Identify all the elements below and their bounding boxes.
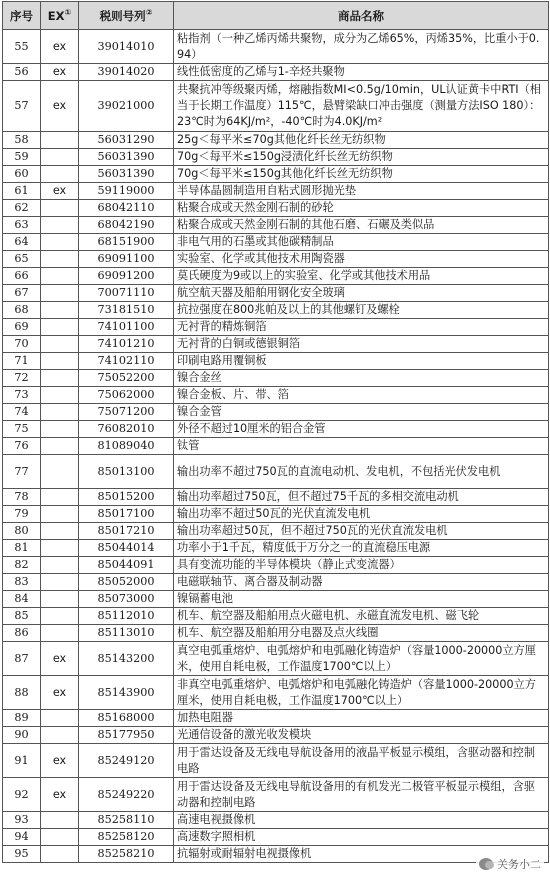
table-row — [3, 642, 549, 676]
cell-name: 高速电视摄像机 — [174, 812, 549, 829]
cell-ex — [41, 387, 79, 404]
table-row — [3, 421, 549, 438]
cell-ex — [41, 353, 79, 370]
cell-code: 68151900 — [79, 234, 174, 251]
cell-name: 机车、航空器及船舶用点火磁电机、永磁直流发电机、磁飞轮 — [174, 608, 549, 625]
cell-no: 71 — [3, 353, 41, 370]
cell-name: 功率小于1千瓦，精度低于万分之一的直流稳压电源 — [174, 540, 549, 557]
cell-no: 92 — [3, 778, 41, 812]
cell-no: 87 — [3, 642, 41, 676]
table-row — [3, 149, 549, 166]
cell-ex: ex — [41, 30, 79, 64]
cell-no: 89 — [3, 710, 41, 727]
table-row — [3, 778, 549, 812]
cell-no: 91 — [3, 744, 41, 778]
cell-ex — [41, 319, 79, 336]
cell-code: 69091200 — [79, 268, 174, 285]
cell-code: 85044014 — [79, 540, 174, 557]
cell-no: 83 — [3, 574, 41, 591]
cell-no: 68 — [3, 302, 41, 319]
cell-name: 共聚抗冲等级聚丙烯，熔融指数MI<0.5g/10min，UL认证黄卡中RTI（相当于长期工作温度）115℃，悬臂梁缺口冲击强度（测量方法ISO 180）：23℃时为64KJ/m²，-40℃时为4.0KJ/m² — [174, 81, 549, 132]
cell-ex — [41, 336, 79, 353]
cell-no: 77 — [3, 455, 41, 489]
cell-code: 85073000 — [79, 591, 174, 608]
header-code-note: ② — [145, 7, 153, 17]
cell-name: 高速数字照相机 — [174, 829, 549, 846]
cell-ex: ex — [41, 642, 79, 676]
cell-code: 85015200 — [79, 489, 174, 506]
cell-ex — [41, 302, 79, 319]
cell-name: 抗辐射或耐辐射电视摄像机 — [174, 846, 549, 863]
table-body — [3, 30, 549, 863]
cell-ex — [41, 846, 79, 863]
cell-name: 具有变流功能的半导体模块（静止式变流器） — [174, 557, 549, 574]
cell-name: 25g＜每平米≤70g其他化纤长丝无纺织物 — [174, 132, 549, 149]
cell-code: 75062000 — [79, 387, 174, 404]
header-no-text: 序号 — [10, 8, 33, 23]
cell-no: 66 — [3, 268, 41, 285]
table-row — [3, 251, 549, 268]
cell-no: 74 — [3, 404, 41, 421]
cell-no: 84 — [3, 591, 41, 608]
cell-no: 55 — [3, 30, 41, 64]
cell-no: 78 — [3, 489, 41, 506]
cell-no: 63 — [3, 217, 41, 234]
cell-ex: ex — [41, 676, 79, 710]
tariff-table — [2, 1, 549, 863]
cell-code: 81089040 — [79, 438, 174, 455]
table-row — [3, 268, 549, 285]
cell-name: 镍合金丝 — [174, 370, 549, 387]
cell-name: 用于雷达设备及无线电导航设备用的有机发光二极管平板显示模组，含驱动器和控制电路 — [174, 778, 549, 812]
cell-ex — [41, 251, 79, 268]
cell-code: 73181510 — [79, 302, 174, 319]
cell-no: 76 — [3, 438, 41, 455]
table-row — [3, 234, 549, 251]
cell-name: 加热电阻器 — [174, 710, 549, 727]
cell-ex — [41, 710, 79, 727]
cell-no: 94 — [3, 829, 41, 846]
cell-name: 机车、航空器及船舶用分电器及点火线圈 — [174, 625, 549, 642]
cell-ex — [41, 234, 79, 251]
cell-name: 镍合金板、片、带、箔 — [174, 387, 549, 404]
cell-ex: ex — [41, 64, 79, 81]
cell-name: 无衬背的白铜或德银铜箔 — [174, 336, 549, 353]
cell-no: 57 — [3, 81, 41, 132]
cell-code: 75052200 — [79, 370, 174, 387]
cell-no: 95 — [3, 846, 41, 863]
cell-ex — [41, 625, 79, 642]
cell-name: 粘聚合成或天然金刚石制的砂轮 — [174, 200, 549, 217]
cell-code: 76082010 — [79, 421, 174, 438]
cell-ex — [41, 506, 79, 523]
cell-no: 73 — [3, 387, 41, 404]
cell-ex — [41, 591, 79, 608]
cell-name: 半导体晶圆制造用自粘式圆形抛光垫 — [174, 183, 549, 200]
cell-name: 印刷电路用覆铜板 — [174, 353, 549, 370]
cell-ex — [41, 489, 79, 506]
cell-ex — [41, 132, 79, 149]
header-ex-note: ① — [64, 7, 72, 17]
cell-code: 39014010 — [79, 30, 174, 64]
cell-name: 输出功率不超过50瓦的光伏直流发电机 — [174, 506, 549, 523]
cell-code: 56031390 — [79, 166, 174, 183]
table-row — [3, 540, 549, 557]
cell-name: 外径不超过10厘米的铝合金管 — [174, 421, 549, 438]
cell-ex — [41, 268, 79, 285]
cell-code: 85258110 — [79, 812, 174, 829]
cell-code: 39014020 — [79, 64, 174, 81]
cell-name: 钛管 — [174, 438, 549, 455]
table-row — [3, 183, 549, 200]
cell-no: 69 — [3, 319, 41, 336]
cell-no: 81 — [3, 540, 41, 557]
cell-no: 62 — [3, 200, 41, 217]
header-no — [3, 2, 41, 30]
cell-code: 85249220 — [79, 778, 174, 812]
cell-name: 输出功率超过750瓦，但不超过75千瓦的多相交流电动机 — [174, 489, 549, 506]
cell-no: 88 — [3, 676, 41, 710]
cell-name: 实验室、化学或其他技术用陶瓷器 — [174, 251, 549, 268]
table-row — [3, 166, 549, 183]
header-row — [3, 2, 549, 30]
cell-no: 67 — [3, 285, 41, 302]
table-row — [3, 285, 549, 302]
wechat-icon — [479, 858, 493, 870]
table-row — [3, 455, 549, 489]
table-row — [3, 336, 549, 353]
cell-code: 39021000 — [79, 81, 174, 132]
table-row — [3, 812, 549, 829]
cell-name: 镍合金管 — [174, 404, 549, 421]
cell-name: 输出功率超过50瓦，但不超过750瓦的光伏直流发电机 — [174, 523, 549, 540]
cell-code: 85113010 — [79, 625, 174, 642]
table-row — [3, 81, 549, 132]
cell-code: 85017210 — [79, 523, 174, 540]
table-row — [3, 353, 549, 370]
cell-code: 85258120 — [79, 829, 174, 846]
cell-ex — [41, 574, 79, 591]
table-row — [3, 132, 549, 149]
cell-code: 85112010 — [79, 608, 174, 625]
cell-ex — [41, 166, 79, 183]
watermark-label: 关务小二 — [497, 858, 541, 871]
table-row — [3, 744, 549, 778]
table-row — [3, 523, 549, 540]
table-row — [3, 829, 549, 846]
table-row — [3, 387, 549, 404]
cell-ex — [41, 812, 79, 829]
cell-ex — [41, 421, 79, 438]
cell-ex — [41, 285, 79, 302]
table-row — [3, 557, 549, 574]
cell-ex: ex — [41, 744, 79, 778]
table-row — [3, 370, 549, 387]
cell-code: 85249120 — [79, 744, 174, 778]
cell-name: 抗拉强度在800兆帕及以上的其他螺钉及螺栓 — [174, 302, 549, 319]
watermark — [476, 855, 544, 873]
cell-no: 58 — [3, 132, 41, 149]
header-name — [174, 2, 549, 30]
cell-ex — [41, 455, 79, 489]
cell-name: 非真空电弧重熔炉、电弧熔炉和电弧融化铸造炉（容量1000-20000立方厘米，使用自耗电极，工作温度1700℃以上） — [174, 676, 549, 710]
cell-ex — [41, 370, 79, 387]
cell-name: 粘指剂（一种乙烯丙烯共聚物，成分为乙烯65%，丙烯35%，比重小于0.94） — [174, 30, 549, 64]
table-row — [3, 217, 549, 234]
cell-no: 82 — [3, 557, 41, 574]
cell-code: 74102110 — [79, 353, 174, 370]
cell-name: 线性低密度的乙烯与1-辛烃共聚物 — [174, 64, 549, 81]
cell-ex — [41, 608, 79, 625]
table-row — [3, 710, 549, 727]
cell-ex — [41, 557, 79, 574]
cell-ex — [41, 727, 79, 744]
cell-code: 85168000 — [79, 710, 174, 727]
cell-no: 75 — [3, 421, 41, 438]
cell-no: 80 — [3, 523, 41, 540]
cell-ex — [41, 217, 79, 234]
cell-name: 莫氏硬度为9或以上的实验室、化学或其他技术用品 — [174, 268, 549, 285]
table-row — [3, 64, 549, 81]
cell-no: 72 — [3, 370, 41, 387]
cell-no: 56 — [3, 64, 41, 81]
header-code-text: 税则号列 — [99, 8, 146, 23]
table-row — [3, 591, 549, 608]
cell-code: 69091100 — [79, 251, 174, 268]
cell-no: 60 — [3, 166, 41, 183]
cell-name: 电磁联轴节、离合器及制动器 — [174, 574, 549, 591]
cell-name: 光通信设备的激光收发模块 — [174, 727, 549, 744]
cell-no: 90 — [3, 727, 41, 744]
cell-code: 74101210 — [79, 336, 174, 353]
cell-ex — [41, 829, 79, 846]
cell-code: 56031290 — [79, 132, 174, 149]
header-code — [79, 2, 174, 30]
cell-ex: ex — [41, 81, 79, 132]
cell-name: 输出功率不超过750瓦的直流电动机、发电机，不包括光伏发电机 — [174, 455, 549, 489]
cell-code: 85013100 — [79, 455, 174, 489]
cell-name: 非电气用的石墨或其他碳精制品 — [174, 234, 549, 251]
table-row — [3, 489, 549, 506]
cell-ex — [41, 438, 79, 455]
header-ex-text: EX — [47, 8, 65, 23]
table-row — [3, 404, 549, 421]
cell-no: 59 — [3, 149, 41, 166]
cell-no: 93 — [3, 812, 41, 829]
cell-code: 68042190 — [79, 217, 174, 234]
cell-ex — [41, 540, 79, 557]
cell-no: 70 — [3, 336, 41, 353]
cell-code: 85143900 — [79, 676, 174, 710]
table-row — [3, 506, 549, 523]
cell-no: 65 — [3, 251, 41, 268]
cell-ex — [41, 523, 79, 540]
header-name-text: 商品名称 — [338, 8, 384, 23]
cell-name: 镍镉蓄电池 — [174, 591, 549, 608]
header-ex — [41, 2, 79, 30]
cell-code: 56031390 — [79, 149, 174, 166]
table-row — [3, 608, 549, 625]
table-row — [3, 727, 549, 744]
cell-code: 68042110 — [79, 200, 174, 217]
cell-name: 无衬背的精炼铜箔 — [174, 319, 549, 336]
cell-code: 85177950 — [79, 727, 174, 744]
cell-code: 85017100 — [79, 506, 174, 523]
cell-no: 85 — [3, 608, 41, 625]
cell-name: 70g＜每平米≤150g浸渍化纤长丝无纺织物 — [174, 149, 549, 166]
cell-ex: ex — [41, 183, 79, 200]
cell-ex — [41, 404, 79, 421]
table-row — [3, 302, 549, 319]
table-row — [3, 625, 549, 642]
cell-no: 79 — [3, 506, 41, 523]
cell-ex — [41, 149, 79, 166]
table-row — [3, 438, 549, 455]
cell-no: 86 — [3, 625, 41, 642]
cell-ex — [41, 200, 79, 217]
table-row — [3, 846, 549, 863]
cell-no: 64 — [3, 234, 41, 251]
cell-code: 85143200 — [79, 642, 174, 676]
table-row — [3, 319, 549, 336]
cell-ex: ex — [41, 778, 79, 812]
cell-name: 真空电弧重熔炉、电弧熔炉和电弧融化铸造炉（容量1000-20000立方厘米，使用自耗电极，工作温度1700℃以上） — [174, 642, 549, 676]
cell-name: 航空航天器及船舶用钢化安全玻璃 — [174, 285, 549, 302]
table-row — [3, 200, 549, 217]
cell-code: 70071110 — [79, 285, 174, 302]
cell-code: 85052000 — [79, 574, 174, 591]
cell-name: 粘聚合成或天然金刚石制的其他石磨、石碾及类似品 — [174, 217, 549, 234]
cell-code: 75071200 — [79, 404, 174, 421]
table-row — [3, 676, 549, 710]
cell-code: 59119000 — [79, 183, 174, 200]
cell-no: 61 — [3, 183, 41, 200]
table-row — [3, 30, 549, 64]
cell-code: 85258210 — [79, 846, 174, 863]
cell-name: 70g＜每平米≤150g其他化纤长丝无纺织物 — [174, 166, 549, 183]
cell-name: 用于雷达设备及无线电导航设备用的液晶平板显示模组，含驱动器和控制电路 — [174, 744, 549, 778]
table-row — [3, 574, 549, 591]
cell-code: 85044091 — [79, 557, 174, 574]
cell-code: 74101100 — [79, 319, 174, 336]
